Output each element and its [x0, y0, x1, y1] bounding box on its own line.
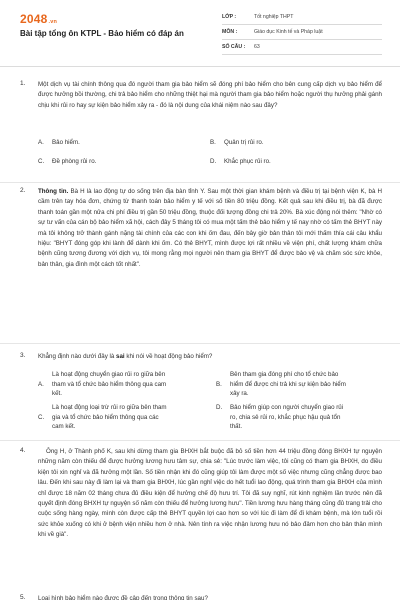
option-text: Là hoạt động loại trừ rủi ro giữa bên tham gia và tổ chức bảo hiểm thông qua các cam kết.	[52, 404, 167, 431]
question-divider	[0, 343, 400, 344]
question-text: Loại hình bảo hiểm nào được đề cập đến trong thông tin sau?	[38, 595, 208, 600]
info-row-subject	[222, 25, 382, 40]
option-letter: D.	[216, 404, 223, 411]
option-text: Đề phòng rủi ro.	[52, 158, 97, 165]
question-number: 5.	[20, 594, 26, 600]
question-divider	[0, 440, 400, 441]
question-number: 2.	[20, 187, 26, 194]
site-logo[interactable]: 2048.vn	[20, 12, 58, 26]
info-row-count	[222, 40, 382, 55]
page-header	[0, 0, 400, 62]
question-text	[38, 187, 382, 270]
question-2	[20, 187, 382, 337]
info-box	[222, 10, 382, 55]
info-label: LỚP :	[222, 14, 237, 20]
info-label: SỐ CÂU :	[222, 44, 246, 50]
option-letter: A.	[38, 139, 44, 146]
option-letter: B.	[210, 139, 216, 146]
question-3	[20, 352, 382, 442]
info-label: MÔN :	[222, 29, 238, 35]
question-4	[20, 447, 382, 585]
option-text: Bên tham gia đóng phí cho tổ chức bảo hiểm để được chi trả khi sự kiện bảo hiểm xảy ra.	[230, 371, 346, 398]
option-text: Khắc phục rủi ro.	[224, 158, 271, 165]
info-value: 63	[254, 44, 260, 50]
option-letter: A.	[38, 380, 44, 388]
question-number: 3.	[20, 352, 26, 359]
question-number: 1.	[20, 80, 26, 87]
option-text: Là hoạt động chuyển giao rủi ro giữa bên tham và tổ chức bảo hiểm thông qua cam kết.	[52, 371, 167, 398]
option-letter: D.	[210, 158, 217, 165]
option-text: Bảo hiểm giúp con người chuyển giao rủi ro, chia sẻ rủi ro, khắc phục hậu quả tổn thất.	[230, 404, 344, 431]
document-title: Bài tập tổng ôn KTPL - Bảo hiểm có đáp án	[20, 29, 184, 38]
question-5	[20, 594, 382, 600]
question-text: Ông H, ở Thành phố K, sau khi dừng tham gia BHXH bắt buộc đã bỏ số tiền hơn 44 triệu đồng đóng BHXH tự nguyện những năm còn thiếu để được hưởng lương hưu tâm sự, chia sẻ: "Lúc trước làm việc, tôi cũng có tham gia BHXH, do điều kiện tôi xin nghỉ và đã hưởng một lần. Số tiền nhận khi đó cũng giúp tôi làm được một số việc nhưng cũng chẳng được bao lâu. Đến khi sau này đi làm lại và tham gia BHXH, lúc gần nghỉ việc do hết tuổi lao động, quá trình tham gia BHXH của mình chỉ được 18 năm 02 tháng chưa đủ điều kiện để hưởng chế độ hưu trí. Tôi đã suy nghĩ, rút kinh nghiệm lần trước nên đã quyết định đóng BHXH tự nguyện số năm còn thiếu để hưởng lương hưu". Tiền lương hưu hàng tháng cũng đủ trang trải cho cuộc sống hàng ngày, mình còn được cấp thẻ BHYT quyền lợi cao hơn so với lúc đi làm để đi khám bệnh, mà lớn tuổi rồi sức khỏe xuống có khi ở bệnh viện nhiều hơn ở nhà. Nên tính ra việc nhận lương hưu nó bảo đảm hơn cho bản thân mình khi về già".	[38, 448, 382, 539]
header-divider	[0, 66, 400, 67]
option-letter: C.	[38, 158, 45, 165]
option-letter: B.	[216, 380, 222, 388]
info-row-class	[222, 10, 382, 25]
emphasis-word: sai	[116, 353, 125, 360]
option-text: Quản trị rủi ro.	[224, 139, 264, 146]
question-divider	[0, 182, 400, 183]
option-text: Bảo hiểm.	[52, 139, 80, 146]
question-text: Khẳng định nào dưới đây là sai khi nói về hoạt động bảo hiểm?	[38, 353, 213, 360]
question-number: 4.	[20, 447, 26, 454]
option-letter: C.	[38, 413, 45, 421]
info-lead: Thông tin.	[38, 188, 69, 195]
info-value: Giáo dục Kinh tế và Pháp luật	[254, 29, 323, 35]
question-text: Một dịch vụ tài chính thông qua đó người tham gia bảo hiểm sẽ đóng phí bảo hiểm cho bên cung cấp dịch vụ bảo hiểm để được hưởng bồi thường, chi trả bảo hiểm cho những thiệt hại mà người tham gia bảo hiểm hoặc người thụ hưởng phải gánh chịu khi rủi ro hay sự kiện bảo hiểm xảy ra - đó là nội dung của khái niệm nào sau đây?	[38, 81, 382, 109]
question-1	[20, 80, 382, 180]
info-value: Tốt nghiệp THPT	[254, 14, 294, 20]
info-body: Bà H là lao động tự do sống trên địa bàn tỉnh Y. Sau một thời gian khám bệnh và điều trị tại bệnh viện K, bà H cầm trên tay hóa đơn, chứng từ thanh toán bảo hiểm y tế với số tiền 80 triệu đồng. Kết quả sau khi điều trị, bà đã được thanh toán gần một nửa chi phí điều trị gần 50 triệu đồng, thuộc đối tượng đồng chi trả 20%. Bà xúc động nói thêm: "Nhờ có sự tư vấn của cán bộ bảo hiểm xã hội, cách đây 5 tháng tôi có mua một tấm thẻ bảo hiểm y tế nay nhờ có tấm thẻ BHYT này mà tôi không trở thành gánh nặng tài chính của các con khi ốm đau, đến bây giờ bản thân tôi mới thấm thía cái câu khẩu hiệu: "BHYT đóng góp khi lành để dành khi ốm. Có thẻ BHYT, mình được lợi rất nhiều về viện phí, chất lượng khám chữa bệnh cũng tương đương với dịch vụ, tôi mong rằng mọi người nên tham gia BHYT để được bảo vệ và chăm sóc sức khỏe, bản thân, gia đình một cách tốt nhất".	[38, 188, 382, 268]
